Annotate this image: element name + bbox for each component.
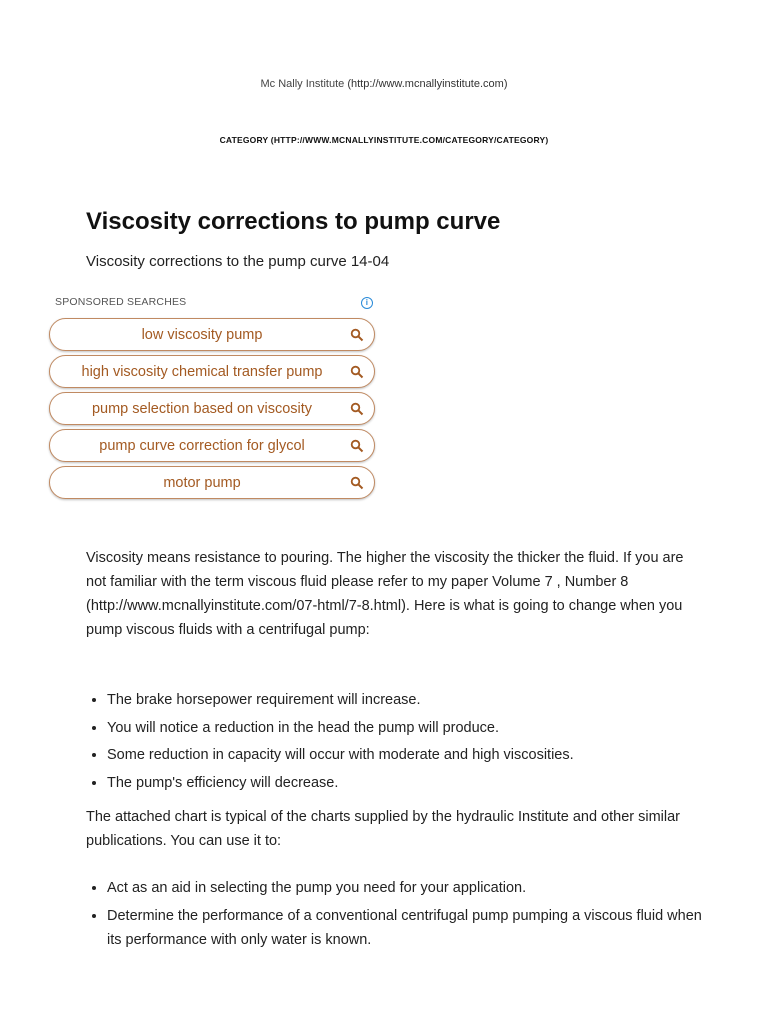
search-icon bbox=[350, 439, 364, 453]
site-name-link[interactable]: Mc Nally Institute bbox=[260, 78, 345, 90]
sponsored-search-label: motor pump bbox=[163, 474, 241, 491]
page-title: Viscosity corrections to pump curve bbox=[86, 208, 501, 235]
list-item: • Determine the performance of a conventional centrifugal pump pumping a viscous fluid when its performance with only water is known. bbox=[107, 904, 707, 952]
list-item: • The brake horsepower requirement will increase. bbox=[107, 688, 707, 712]
site-header bbox=[0, 78, 768, 90]
sponsored-label: SPONSORED SEARCHES bbox=[55, 296, 187, 308]
search-icon bbox=[350, 476, 364, 490]
sponsored-search-item[interactable] bbox=[49, 392, 375, 425]
intro-paragraph: Viscosity means resistance to pouring. The higher the viscosity the thicker the fluid. If you are not familiar with the term viscous fluid please refer to my paper Volume 7 , Number 8 (http://www.mcnallyinstitute.com/07-html/7-8.html). Here is what is going to change when you pump viscous fluids with a centrifugal pump: bbox=[86, 550, 684, 638]
chart-paragraph: The attached chart is typical of the charts supplied by the hydraulic Institute and other similar publications. You can use it to: bbox=[86, 809, 681, 849]
page-subtitle: Viscosity corrections to the pump curve 14-04 bbox=[86, 253, 390, 270]
sponsored-searches bbox=[49, 296, 375, 499]
search-icon bbox=[350, 365, 364, 379]
list-item: • The pump's efficiency will decrease. bbox=[107, 771, 707, 795]
sponsored-search-label: pump selection based on viscosity bbox=[91, 400, 313, 417]
sponsored-search-item[interactable] bbox=[49, 466, 375, 499]
list-item: • You will notice a reduction in the head the pump will produce. bbox=[107, 716, 707, 740]
sponsored-search-item[interactable] bbox=[49, 355, 375, 388]
info-icon[interactable]: i bbox=[361, 297, 373, 309]
sponsored-search-label: low viscosity pump bbox=[141, 326, 263, 343]
list-item: • Some reduction in capacity will occur with moderate and high viscosities. bbox=[107, 743, 707, 767]
category-link[interactable]: CATEGORY (HTTP://WWW.MCNALLYINSTITUTE.COM/CATEGORY/CATEGORY) bbox=[219, 135, 549, 145]
sponsored-search-label: pump curve correction for glycol bbox=[99, 437, 305, 454]
site-url-text[interactable]: (http://www.mcnallyinstitute.com) bbox=[347, 78, 508, 90]
search-icon bbox=[350, 328, 364, 342]
sponsored-search-label: high viscosity chemical transfer pump bbox=[81, 363, 323, 380]
search-icon bbox=[350, 402, 364, 416]
sponsored-search-item[interactable] bbox=[49, 318, 375, 351]
sponsored-header bbox=[49, 296, 375, 314]
uses-list bbox=[86, 876, 707, 955]
list-item: • Act as an aid in selecting the pump you need for your application. bbox=[107, 876, 707, 900]
effects-list bbox=[86, 688, 707, 798]
sponsored-search-item[interactable] bbox=[49, 429, 375, 462]
